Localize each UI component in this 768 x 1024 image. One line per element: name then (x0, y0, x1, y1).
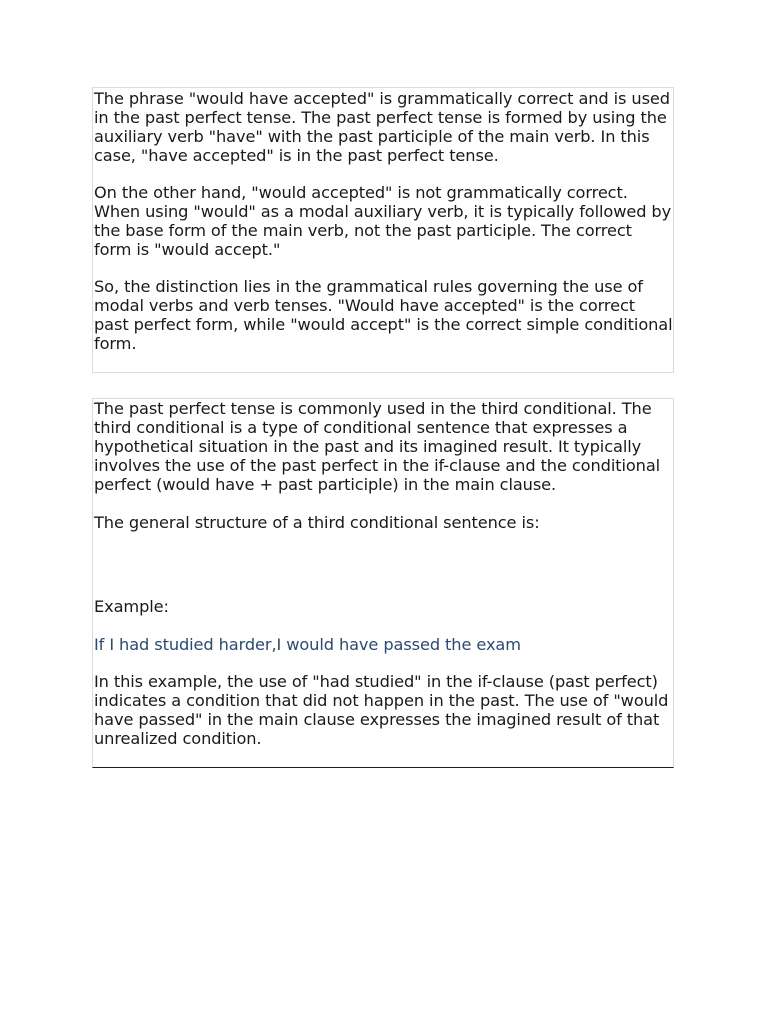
paragraph-would-have-accepted: The phrase "would have accepted" is grammatically correct and is used in the past perfect tense. The past perfect tense is formed by using the auxiliary verb "have" with the past participle of the main verb. In this case, "have accepted" is in the past perfect tense. (94, 89, 670, 165)
paragraph-general-structure: The general structure of a third conditional sentence is: (94, 513, 540, 532)
paragraph-would-accepted: On the other hand, "would accepted" is not grammatically correct. When using "would" as a modal auxiliary verb, it is typically followed by the base form of the main verb, not the past participle. The correct form is "would accept." (94, 183, 672, 259)
paragraph-distinction: So, the distinction lies in the grammatical rules governing the use of modal verbs and verb tenses. "Would have accepted" is the correct past perfect form, while "would accept" is the correct simple conditional form. (94, 277, 673, 353)
example-sentence: If I had studied harder,I would have passed the exam (94, 635, 521, 654)
paragraph-example-explanation: In this example, the use of "had studied" in the if-clause (past perfect) indicates a condition that did not happen in the past. The use of "would have passed" in the main clause expresses the imagined result of that unrealized condition. (94, 672, 669, 748)
third-conditional-box (92, 398, 674, 768)
paragraph-third-conditional-intro: The past perfect tense is commonly used in the third conditional. The third conditional is a type of conditional sentence that expresses a hypothetical situation in the past and its imagined result. It typically involves the use of the past perfect in the if-clause and the conditional perfect (would have + past participle) in the main clause. (94, 399, 661, 494)
example-label: Example: (94, 597, 169, 616)
past-perfect-explanation-box (92, 87, 674, 373)
